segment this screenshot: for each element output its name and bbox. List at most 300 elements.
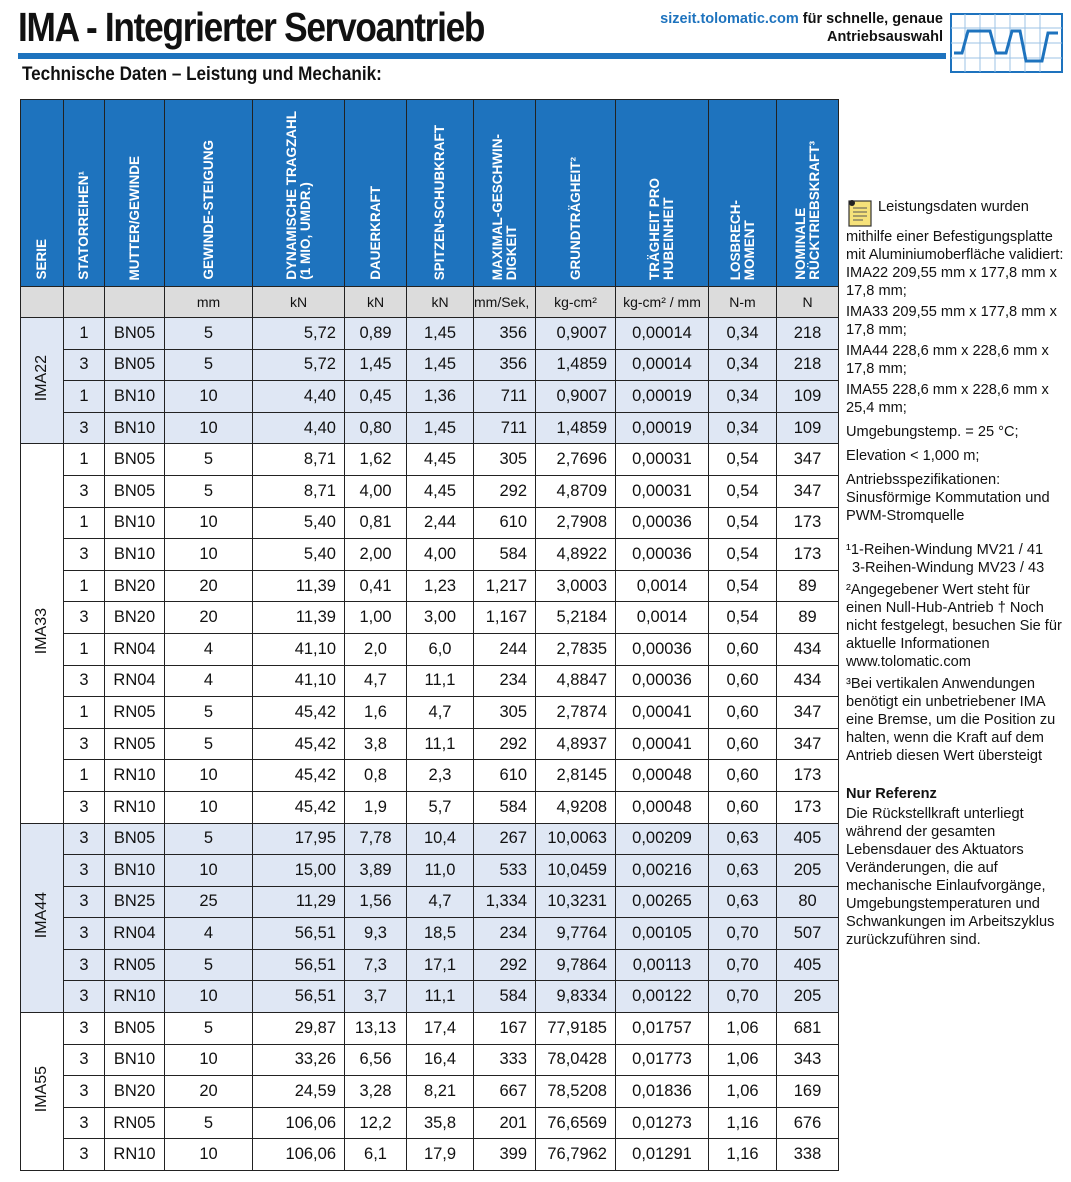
geschwindigkeit-cell: 711 (474, 412, 536, 444)
spitzenkraft-cell: 1,45 (407, 412, 474, 444)
statorreihen-cell: 3 (64, 349, 105, 381)
traegheit-hub-cell: 0,01273 (616, 1107, 709, 1139)
steigung-cell: 5 (165, 949, 253, 981)
series-cell (21, 444, 64, 823)
steigung-cell: 10 (165, 981, 253, 1013)
plate-ima33: IMA33 209,55 mm x 177,8 mm x 17,8 mm; (846, 304, 1057, 338)
table-row (21, 1076, 839, 1108)
table-row (21, 760, 839, 792)
mutter-gewinde-cell: BN20 (105, 602, 165, 634)
geschwindigkeit-cell: 1,334 (474, 886, 536, 918)
traegheit-hub-cell: 0,0014 (616, 570, 709, 602)
grundtraegheit-cell: 78,0428 (536, 1044, 616, 1076)
mutter-gewinde-cell: RN04 (105, 918, 165, 950)
spitzenkraft-cell: 6,0 (407, 633, 474, 665)
tragzahl-cell: 24,59 (253, 1076, 345, 1108)
geschwindigkeit-cell: 584 (474, 791, 536, 823)
mutter-gewinde-cell: BN05 (105, 475, 165, 507)
ruecktriebskraft-cell: 173 (777, 791, 839, 823)
tragzahl-cell: 56,51 (253, 981, 345, 1013)
steigung-cell: 4 (165, 918, 253, 950)
statorreihen-cell: 3 (64, 823, 105, 855)
mutter-gewinde-cell: BN05 (105, 318, 165, 350)
unit-cell (21, 287, 64, 318)
spitzenkraft-cell: 17,4 (407, 1013, 474, 1045)
ruecktriebskraft-cell: 347 (777, 728, 839, 760)
tragzahl-cell: 45,42 (253, 728, 345, 760)
geschwindigkeit-cell: 533 (474, 855, 536, 887)
geschwindigkeit-cell: 305 (474, 444, 536, 476)
spitzenkraft-cell: 1,36 (407, 381, 474, 413)
ruecktriebskraft-cell: 80 (777, 886, 839, 918)
series-cell (21, 823, 64, 1013)
tragzahl-cell: 41,10 (253, 633, 345, 665)
steigung-cell: 5 (165, 823, 253, 855)
dauerkraft-cell: 6,1 (345, 1139, 407, 1171)
traegheit-hub-cell: 0,01291 (616, 1139, 709, 1171)
col-header: MUTTER/GEWINDE (105, 100, 165, 287)
steigung-cell: 10 (165, 412, 253, 444)
steigung-cell: 5 (165, 728, 253, 760)
losbrechmoment-cell: 0,70 (709, 981, 777, 1013)
statorreihen-cell: 3 (64, 918, 105, 950)
grundtraegheit-cell: 9,7864 (536, 949, 616, 981)
tragzahl-cell: 45,42 (253, 791, 345, 823)
steigung-cell: 20 (165, 1076, 253, 1108)
statorreihen-cell: 3 (64, 981, 105, 1013)
ruecktriebskraft-cell: 173 (777, 507, 839, 539)
statorreihen-cell: 3 (64, 602, 105, 634)
tragzahl-cell: 11,39 (253, 602, 345, 634)
tragzahl-cell: 45,42 (253, 760, 345, 792)
ruecktriebskraft-cell: 109 (777, 381, 839, 413)
table-row (21, 1044, 839, 1076)
spitzenkraft-cell: 4,45 (407, 444, 474, 476)
steigung-cell: 5 (165, 349, 253, 381)
tragzahl-cell: 106,06 (253, 1107, 345, 1139)
geschwindigkeit-cell: 399 (474, 1139, 536, 1171)
table-row (21, 507, 839, 539)
table-row (21, 855, 839, 887)
statorreihen-cell: 3 (64, 1139, 105, 1171)
traegheit-hub-cell: 0,00036 (616, 633, 709, 665)
grundtraegheit-cell: 4,8709 (536, 475, 616, 507)
steigung-cell: 10 (165, 791, 253, 823)
losbrechmoment-cell: 0,60 (709, 728, 777, 760)
promo-text-1: für schnelle, genaue (798, 11, 943, 27)
losbrechmoment-cell: 1,16 (709, 1107, 777, 1139)
col-header: STATORREIHEN¹ (64, 100, 105, 287)
geschwindigkeit-cell: 234 (474, 918, 536, 950)
dauerkraft-cell: 2,00 (345, 539, 407, 571)
losbrechmoment-cell: 0,34 (709, 412, 777, 444)
grundtraegheit-cell: 2,7874 (536, 697, 616, 729)
table-row (21, 412, 839, 444)
losbrechmoment-cell: 0,60 (709, 665, 777, 697)
statorreihen-cell: 3 (64, 475, 105, 507)
mutter-gewinde-cell: RN05 (105, 949, 165, 981)
dauerkraft-cell: 7,78 (345, 823, 407, 855)
unit-cell: mm (165, 287, 253, 318)
notes-intro: Leistungsdaten wurden mithilfe einer Befestigungsplatte mit Aluminiumoberfläche validiert: (846, 199, 1064, 263)
mutter-gewinde-cell: RN05 (105, 728, 165, 760)
geschwindigkeit-cell: 667 (474, 1076, 536, 1108)
traegheit-hub-cell: 0,00113 (616, 949, 709, 981)
col-header: DYNAMISCHE TRAGZAHL (1 MIO, UMDR.) (253, 100, 345, 287)
steigung-cell: 5 (165, 1013, 253, 1045)
footnote-1a: ¹1-Reihen-Windung MV21 / 41 (846, 542, 1044, 558)
table-row (21, 665, 839, 697)
spitzenkraft-cell: 8,21 (407, 1076, 474, 1108)
table-row (21, 728, 839, 760)
unit-cell: N (777, 287, 839, 318)
spitzenkraft-cell: 3,00 (407, 602, 474, 634)
losbrechmoment-cell: 0,70 (709, 918, 777, 950)
table-row (21, 349, 839, 381)
ambient-temp: Umgebungstemp. = 25 °C; (846, 424, 1019, 440)
traegheit-hub-cell: 0,0014 (616, 602, 709, 634)
col-header: LOSBRECH- MOMENT (709, 100, 777, 287)
dauerkraft-cell: 0,41 (345, 570, 407, 602)
losbrechmoment-cell: 0,60 (709, 760, 777, 792)
footnote-1b: 3-Reihen-Windung MV23 / 43 (852, 560, 1045, 576)
grundtraegheit-cell: 2,8145 (536, 760, 616, 792)
table-row (21, 981, 839, 1013)
unit-cell: mm/Sek, (474, 287, 536, 318)
losbrechmoment-cell: 0,63 (709, 855, 777, 887)
ruecktriebskraft-cell: 343 (777, 1044, 839, 1076)
geschwindigkeit-cell: 167 (474, 1013, 536, 1045)
traegheit-hub-cell: 0,00019 (616, 412, 709, 444)
grundtraegheit-cell: 3,0003 (536, 570, 616, 602)
col-header: TRÄGHEIT PRO HUBEINHEIT (616, 100, 709, 287)
grundtraegheit-cell: 9,8334 (536, 981, 616, 1013)
table-row (21, 633, 839, 665)
grundtraegheit-cell: 0,9007 (536, 381, 616, 413)
steigung-cell: 20 (165, 602, 253, 634)
tragzahl-cell: 5,72 (253, 349, 345, 381)
dauerkraft-cell: 0,89 (345, 318, 407, 350)
sizeit-link[interactable]: sizeit.tolomatic.com (660, 11, 799, 27)
mutter-gewinde-cell: RN10 (105, 981, 165, 1013)
series-label: IMA33 (33, 607, 50, 655)
grundtraegheit-cell: 9,7764 (536, 918, 616, 950)
losbrechmoment-cell: 1,06 (709, 1044, 777, 1076)
statorreihen-cell: 1 (64, 570, 105, 602)
tragzahl-cell: 56,51 (253, 918, 345, 950)
geschwindigkeit-cell: 201 (474, 1107, 536, 1139)
spitzenkraft-cell: 4,45 (407, 475, 474, 507)
mutter-gewinde-cell: RN10 (105, 1139, 165, 1171)
grundtraegheit-cell: 4,8847 (536, 665, 616, 697)
col-header: SERIE (21, 100, 64, 287)
unit-cell: N-m (709, 287, 777, 318)
geschwindigkeit-cell: 234 (474, 665, 536, 697)
dauerkraft-cell: 1,6 (345, 697, 407, 729)
grundtraegheit-cell: 2,7696 (536, 444, 616, 476)
table-row (21, 697, 839, 729)
traegheit-hub-cell: 0,00031 (616, 444, 709, 476)
dauerkraft-cell: 3,7 (345, 981, 407, 1013)
statorreihen-cell: 1 (64, 760, 105, 792)
tragzahl-cell: 56,51 (253, 949, 345, 981)
ruecktriebskraft-cell: 338 (777, 1139, 839, 1171)
tragzahl-cell: 4,40 (253, 381, 345, 413)
geschwindigkeit-cell: 292 (474, 949, 536, 981)
table-row (21, 918, 839, 950)
ruecktriebskraft-cell: 218 (777, 318, 839, 350)
dauerkraft-cell: 1,62 (345, 444, 407, 476)
series-label: IMA55 (33, 1065, 50, 1113)
mutter-gewinde-cell: BN05 (105, 823, 165, 855)
col-header: SPITZEN-SCHUBKRAFT (407, 100, 474, 287)
mutter-gewinde-cell: BN05 (105, 349, 165, 381)
ruecktriebskraft-cell: 109 (777, 412, 839, 444)
tragzahl-cell: 5,40 (253, 507, 345, 539)
plate-ima44: IMA44 228,6 mm x 228,6 mm x 17,8 mm; (846, 343, 1049, 377)
steigung-cell: 10 (165, 855, 253, 887)
steigung-cell: 10 (165, 1139, 253, 1171)
geschwindigkeit-cell: 356 (474, 349, 536, 381)
dauerkraft-cell: 3,8 (345, 728, 407, 760)
header-row (21, 100, 839, 287)
mutter-gewinde-cell: BN20 (105, 570, 165, 602)
notepad-icon (846, 198, 874, 228)
statorreihen-cell: 3 (64, 1076, 105, 1108)
statorreihen-cell: 3 (64, 1107, 105, 1139)
traegheit-hub-cell: 0,01757 (616, 1013, 709, 1045)
ruecktriebskraft-cell: 205 (777, 981, 839, 1013)
mutter-gewinde-cell: RN04 (105, 633, 165, 665)
ruecktriebskraft-cell: 347 (777, 475, 839, 507)
statorreihen-cell: 3 (64, 412, 105, 444)
traegheit-hub-cell: 0,00209 (616, 823, 709, 855)
grundtraegheit-cell: 76,6569 (536, 1107, 616, 1139)
statorreihen-cell: 3 (64, 886, 105, 918)
losbrechmoment-cell: 0,54 (709, 475, 777, 507)
grundtraegheit-cell: 1,4859 (536, 412, 616, 444)
traegheit-hub-cell: 0,00036 (616, 665, 709, 697)
grundtraegheit-cell: 76,7962 (536, 1139, 616, 1171)
tragzahl-cell: 5,72 (253, 318, 345, 350)
col-header: GRUNDTRÄGHEIT² (536, 100, 616, 287)
tragzahl-cell: 29,87 (253, 1013, 345, 1045)
dauerkraft-cell: 3,89 (345, 855, 407, 887)
spitzenkraft-cell: 11,1 (407, 665, 474, 697)
spitzenkraft-cell: 11,1 (407, 728, 474, 760)
ruecktriebskraft-cell: 434 (777, 633, 839, 665)
statorreihen-cell: 3 (64, 1044, 105, 1076)
spitzenkraft-cell: 10,4 (407, 823, 474, 855)
table-row (21, 823, 839, 855)
dauerkraft-cell: 7,3 (345, 949, 407, 981)
losbrechmoment-cell: 1,16 (709, 1139, 777, 1171)
tragzahl-cell: 41,10 (253, 665, 345, 697)
grundtraegheit-cell: 4,9208 (536, 791, 616, 823)
geschwindigkeit-cell: 292 (474, 728, 536, 760)
grundtraegheit-cell: 2,7835 (536, 633, 616, 665)
page-title: IMA - Integrierter Servoantrieb (18, 4, 485, 50)
unit-cell: kN (407, 287, 474, 318)
spitzenkraft-cell: 4,7 (407, 886, 474, 918)
mutter-gewinde-cell: RN05 (105, 697, 165, 729)
ruecktriebskraft-cell: 434 (777, 665, 839, 697)
grundtraegheit-cell: 5,2184 (536, 602, 616, 634)
elevation: Elevation < 1,000 m; (846, 448, 980, 464)
unit-cell: kg-cm² / mm (616, 287, 709, 318)
dauerkraft-cell: 4,00 (345, 475, 407, 507)
ruecktriebskraft-cell: 205 (777, 855, 839, 887)
ruecktriebskraft-cell: 173 (777, 539, 839, 571)
unit-cell: kN (253, 287, 345, 318)
table-row (21, 318, 839, 350)
table-row (21, 381, 839, 413)
grundtraegheit-cell: 4,8937 (536, 728, 616, 760)
footnote-3: ³Bei vertikalen Anwendungen benötigt ein unbetriebener IMA eine Bremse, um die Position zu halten, wenn die Kraft auf dem Antrieb diesen Wert übersteigt (846, 676, 1056, 764)
traegheit-hub-cell: 0,00048 (616, 791, 709, 823)
units-row (21, 287, 839, 318)
ruecktriebskraft-cell: 681 (777, 1013, 839, 1045)
table-row (21, 570, 839, 602)
losbrechmoment-cell: 0,60 (709, 791, 777, 823)
statorreihen-cell: 1 (64, 633, 105, 665)
traegheit-hub-cell: 0,00036 (616, 507, 709, 539)
table-row (21, 1139, 839, 1171)
losbrechmoment-cell: 0,60 (709, 633, 777, 665)
steigung-cell: 20 (165, 570, 253, 602)
dauerkraft-cell: 4,7 (345, 665, 407, 697)
spitzenkraft-cell: 11,0 (407, 855, 474, 887)
dauerkraft-cell: 9,3 (345, 918, 407, 950)
sizing-promo (660, 10, 943, 46)
spitzenkraft-cell: 4,00 (407, 539, 474, 571)
ruecktriebskraft-cell: 347 (777, 444, 839, 476)
losbrechmoment-cell: 1,06 (709, 1076, 777, 1108)
statorreihen-cell: 3 (64, 1013, 105, 1045)
unit-cell: kg-cm² (536, 287, 616, 318)
geschwindigkeit-cell: 1,217 (474, 570, 536, 602)
title-underline-bar (18, 53, 946, 59)
dauerkraft-cell: 0,81 (345, 507, 407, 539)
losbrechmoment-cell: 0,54 (709, 507, 777, 539)
traegheit-hub-cell: 0,01773 (616, 1044, 709, 1076)
geschwindigkeit-cell: 1,167 (474, 602, 536, 634)
drive-spec: Antriebsspezifikationen: Sinusförmige Kommutation und PWM-Stromquelle (846, 472, 1050, 524)
dauerkraft-cell: 0,8 (345, 760, 407, 792)
dauerkraft-cell: 0,45 (345, 381, 407, 413)
grundtraegheit-cell: 10,0459 (536, 855, 616, 887)
dauerkraft-cell: 1,9 (345, 791, 407, 823)
mutter-gewinde-cell: BN10 (105, 855, 165, 887)
losbrechmoment-cell: 0,34 (709, 318, 777, 350)
tragzahl-cell: 8,71 (253, 444, 345, 476)
steigung-cell: 10 (165, 1044, 253, 1076)
spitzenkraft-cell: 1,23 (407, 570, 474, 602)
mutter-gewinde-cell: BN10 (105, 1044, 165, 1076)
dauerkraft-cell: 3,28 (345, 1076, 407, 1108)
ruecktriebskraft-cell: 218 (777, 349, 839, 381)
losbrechmoment-cell: 0,54 (709, 570, 777, 602)
reference-text: Die Rückstellkraft unterliegt während der gesamten Lebensdauer des Aktuators Veränderungen, die auf mechanische Einlaufvorgänge, Umgebungstemperaturen und Schwankungen im Arbeitszyklus zurückzuführen sind. (846, 806, 1055, 948)
steigung-cell: 10 (165, 760, 253, 792)
waveform-graph-icon (950, 13, 1063, 73)
table-row (21, 602, 839, 634)
ruecktriebskraft-cell: 405 (777, 949, 839, 981)
tragzahl-cell: 5,40 (253, 539, 345, 571)
col-header: NOMINALE RÜCKTRIEBSKRAFT³ (777, 100, 839, 287)
grundtraegheit-cell: 10,0063 (536, 823, 616, 855)
traegheit-hub-cell: 0,00041 (616, 697, 709, 729)
unit-cell (105, 287, 165, 318)
table-row (21, 539, 839, 571)
traegheit-hub-cell: 0,00019 (616, 381, 709, 413)
grundtraegheit-cell: 78,5208 (536, 1076, 616, 1108)
traegheit-hub-cell: 0,00105 (616, 918, 709, 950)
unit-cell: kN (345, 287, 407, 318)
steigung-cell: 10 (165, 507, 253, 539)
statorreihen-cell: 3 (64, 728, 105, 760)
mutter-gewinde-cell: BN10 (105, 381, 165, 413)
grundtraegheit-cell: 0,9007 (536, 318, 616, 350)
ruecktriebskraft-cell: 676 (777, 1107, 839, 1139)
losbrechmoment-cell: 0,54 (709, 539, 777, 571)
geschwindigkeit-cell: 610 (474, 760, 536, 792)
spitzenkraft-cell: 4,7 (407, 697, 474, 729)
tragzahl-cell: 11,29 (253, 886, 345, 918)
traegheit-hub-cell: 0,00041 (616, 728, 709, 760)
series-cell (21, 1013, 64, 1171)
spitzenkraft-cell: 1,45 (407, 318, 474, 350)
dauerkraft-cell: 1,00 (345, 602, 407, 634)
steigung-cell: 10 (165, 381, 253, 413)
mutter-gewinde-cell: RN04 (105, 665, 165, 697)
steigung-cell: 5 (165, 697, 253, 729)
geschwindigkeit-cell: 305 (474, 697, 536, 729)
traegheit-hub-cell: 0,00014 (616, 349, 709, 381)
dauerkraft-cell: 2,0 (345, 633, 407, 665)
geschwindigkeit-cell: 333 (474, 1044, 536, 1076)
losbrechmoment-cell: 0,34 (709, 381, 777, 413)
mutter-gewinde-cell: BN10 (105, 412, 165, 444)
footnote-2: ²Angegebener Wert steht für einen Null-Hub-Antrieb † Noch nicht festgelegt, besuchen Sie für aktuelle Informationen www.tolomatic.com (846, 582, 1062, 670)
traegheit-hub-cell: 0,01836 (616, 1076, 709, 1108)
geschwindigkeit-cell: 267 (474, 823, 536, 855)
col-header: DAUERKRAFT (345, 100, 407, 287)
table-row (21, 949, 839, 981)
spitzenkraft-cell: 18,5 (407, 918, 474, 950)
geschwindigkeit-cell: 610 (474, 507, 536, 539)
promo-text-2: Antriebsauswahl (826, 29, 943, 45)
traegheit-hub-cell: 0,00216 (616, 855, 709, 887)
geschwindigkeit-cell: 584 (474, 981, 536, 1013)
spitzenkraft-cell: 35,8 (407, 1107, 474, 1139)
losbrechmoment-cell: 0,54 (709, 602, 777, 634)
losbrechmoment-cell: 0,63 (709, 823, 777, 855)
reference-title: Nur Referenz (846, 786, 937, 802)
losbrechmoment-cell: 1,06 (709, 1013, 777, 1045)
dauerkraft-cell: 1,45 (345, 349, 407, 381)
statorreihen-cell: 3 (64, 539, 105, 571)
statorreihen-cell: 1 (64, 444, 105, 476)
mutter-gewinde-cell: RN10 (105, 760, 165, 792)
traegheit-hub-cell: 0,00048 (616, 760, 709, 792)
dauerkraft-cell: 6,56 (345, 1044, 407, 1076)
ruecktriebskraft-cell: 169 (777, 1076, 839, 1108)
dauerkraft-cell: 12,2 (345, 1107, 407, 1139)
ruecktriebskraft-cell: 347 (777, 697, 839, 729)
grundtraegheit-cell: 1,4859 (536, 349, 616, 381)
table-row (21, 475, 839, 507)
